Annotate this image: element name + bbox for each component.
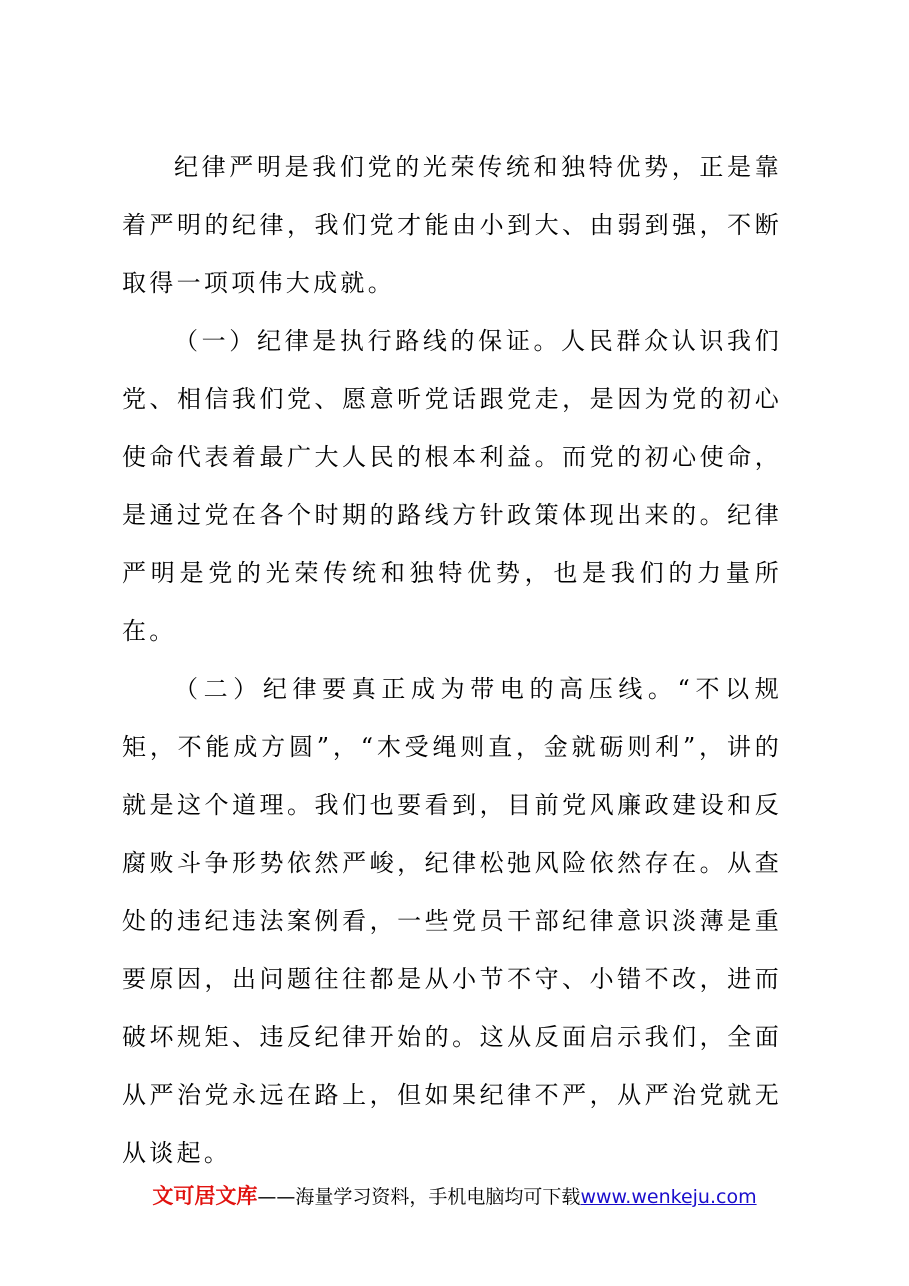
footer-brand: 文可居文库 (152, 1184, 258, 1208)
footer-dash: —— (257, 1186, 296, 1208)
footer-url-link[interactable]: www.wenkeju.com (580, 1186, 757, 1208)
paragraph-section-1: （一）纪律是执行路线的保证。人民群众认识我们党、相信我们党、愿意听党话跟党走，是因为党的初心使命代表着最广大人民的根本利益。而党的初心使命，是通过党在各个时期的路线方针政策体现出来的。纪律严明是党的光荣传统和独特优势，也是我们的力量所在。 (122, 327, 782, 645)
paragraph-intro: 纪律严明是我们党的光荣传统和独特优势，正是靠着严明的纪律，我们党才能由小到大、由弱到强，不断取得一项项伟大成就。 (122, 153, 782, 297)
footer-banner (0, 1180, 909, 1210)
paragraph-section-2: （二）纪律要真正成为带电的高压线。“不以规矩，不能成方圆”，“木受绳则直，金就砺则利”，讲的就是这个道理。我们也要看到，目前党风廉政建设和反腐败斗争形势依然严峻，纪律松弛风险依然存在。从查处的违纪违法案例看，一些党员干部纪律意识淡薄是重要原因，出问题往往都是从小节不守、小错不改，进而破坏规矩、违反纪律开始的。这从反面启示我们，全面从严治党永远在路上，但如果纪律不严，从严治党就无从谈起。 (122, 675, 782, 1167)
footer-slogan: 海量学习资料，手机电脑均可下载 (295, 1186, 581, 1208)
document-body (122, 138, 782, 1182)
